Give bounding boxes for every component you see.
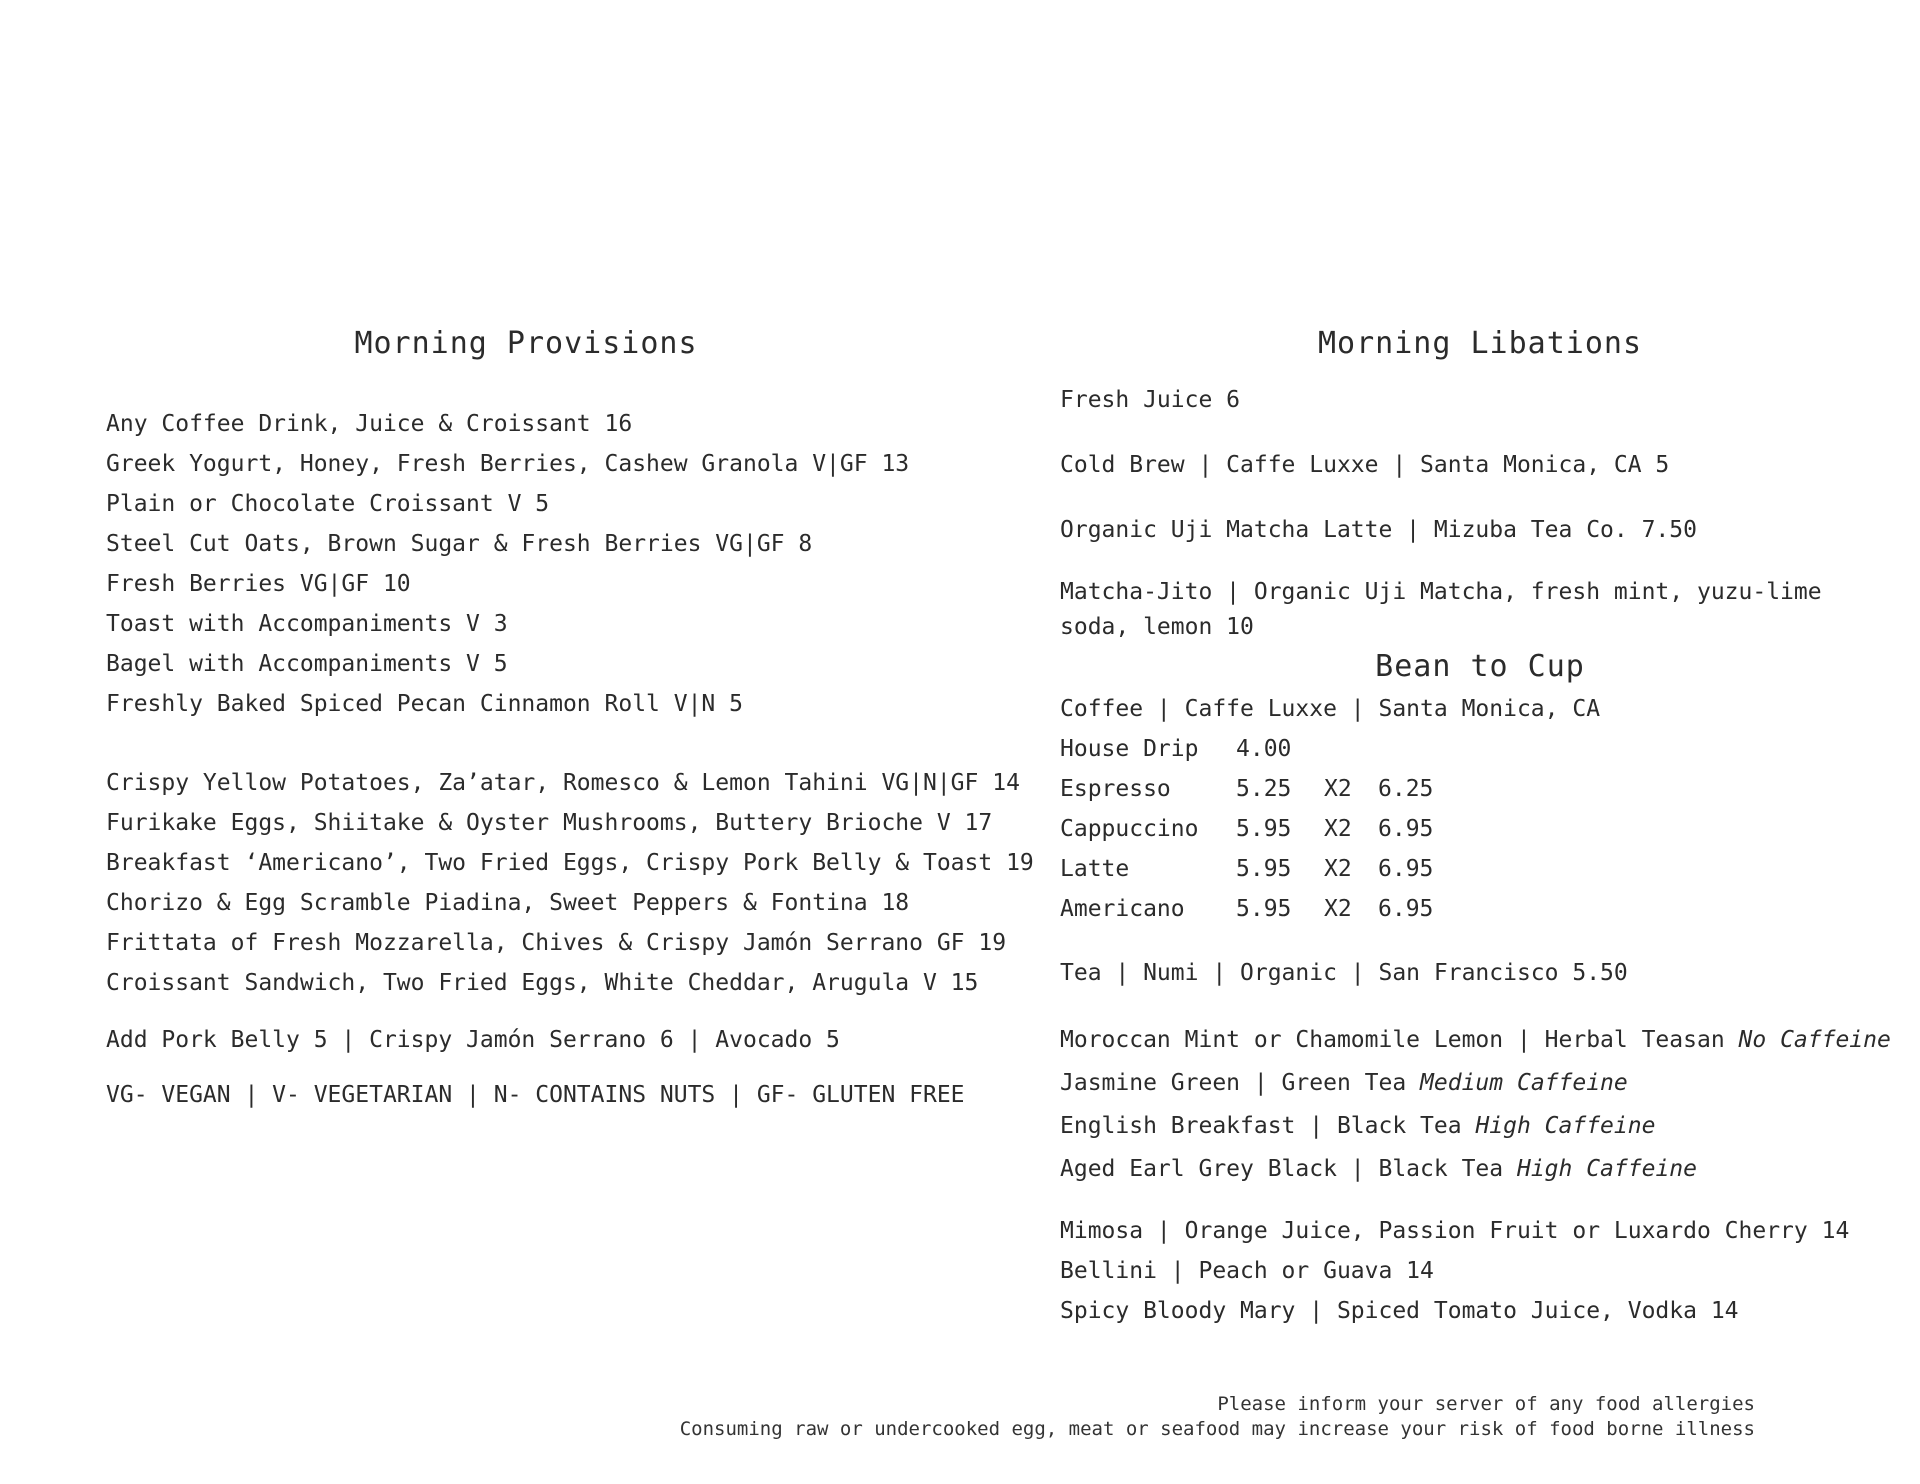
menu-item: Greek Yogurt, Honey, Fresh Berries, Cashew Granola V|GF 13 xyxy=(106,451,910,477)
tea-item xyxy=(1060,1062,1880,1105)
tea-heading-group xyxy=(1060,953,1880,993)
morning-provisions-column xyxy=(106,322,1046,1115)
provisions-group-2 xyxy=(106,763,1046,1003)
morning-libations-title: Morning Libations xyxy=(1317,326,1643,361)
cocktail-item: Mimosa | Orange Juice, Passion Fruit or Luxardo Cherry 14 xyxy=(1060,1218,1850,1244)
menu-item: Bagel with Accompaniments V 5 xyxy=(106,651,508,677)
fresh-juice xyxy=(1060,380,1880,420)
menu-item: Fresh Juice 6 xyxy=(1060,387,1241,413)
tea-name: Aged Earl Grey Black | Black Tea xyxy=(1060,1156,1504,1182)
caffeine-level: High Caffeine xyxy=(1475,1113,1656,1139)
menu-item: Furikake Eggs, Shiitake & Oyster Mushrooms, Buttery Brioche V 17 xyxy=(106,810,993,836)
coffee-name: House Drip xyxy=(1060,736,1199,762)
coffee-x2: X2 xyxy=(1324,856,1352,882)
tea-name: Jasmine Green | Green Tea xyxy=(1060,1070,1407,1096)
coffee-price: 5.25 xyxy=(1236,776,1292,802)
menu-item: Fresh Berries VG|GF 10 xyxy=(106,571,411,597)
tea-list xyxy=(1060,1019,1891,1191)
coffee-row xyxy=(1060,889,1880,929)
tea-item xyxy=(1060,1148,1880,1191)
morning-libations-column xyxy=(1060,322,1891,1331)
coffee-heading: Coffee | Caffe Luxxe | Santa Monica, CA xyxy=(1060,696,1601,722)
coffee-price-x2: 6.95 xyxy=(1378,816,1434,842)
legend-line: VG- VEGAN | V- VEGETARIAN | N- CONTAINS NUTS | GF- GLUTEN FREE xyxy=(106,1082,965,1108)
cocktail-list xyxy=(1060,1211,1880,1331)
coffee-price: 4.00 xyxy=(1236,736,1292,762)
menu-item: Cold Brew | Caffe Luxxe | Santa Monica, CA 5 xyxy=(1060,452,1670,478)
tea-item xyxy=(1060,1019,1891,1062)
coffee-row xyxy=(1060,849,1880,889)
menu-item: Croissant Sandwich, Two Fried Eggs, White Cheddar, Arugula V 15 xyxy=(106,970,979,996)
coffee-x2: X2 xyxy=(1324,896,1352,922)
coffee-row xyxy=(1060,809,1880,849)
menu-item: Any Coffee Drink, Juice & Croissant 16 xyxy=(106,411,633,437)
coffee-x2: X2 xyxy=(1324,816,1352,842)
tea-item xyxy=(1060,1105,1880,1148)
menu-item: Toast with Accompaniments V 3 xyxy=(106,611,508,637)
coffee-price-x2: 6.25 xyxy=(1378,776,1434,802)
cocktail-item: Bellini | Peach or Guava 14 xyxy=(1060,1258,1434,1284)
menu-item: Breakfast ‘Americano’, Two Fried Eggs, Crispy Pork Belly & Toast 19 xyxy=(106,850,1034,876)
coffee-price-x2 xyxy=(1378,729,1458,769)
menu-item: Steel Cut Oats, Brown Sugar & Fresh Berries VG|GF 8 xyxy=(106,531,813,557)
coffee-price: 5.95 xyxy=(1236,816,1292,842)
coffee-name: Cappuccino xyxy=(1060,816,1199,842)
addons-line: Add Pork Belly 5 | Crispy Jamón Serrano 6 | Avocado 5 xyxy=(106,1027,840,1053)
menu-item: Freshly Baked Spiced Pecan Cinnamon Roll V|N 5 xyxy=(106,691,743,717)
menu-item: Frittata of Fresh Mozzarella, Chives & Crispy Jamón Serrano GF 19 xyxy=(106,930,1007,956)
menu-item: Crispy Yellow Potatoes, Za’atar, Romesco & Lemon Tahini VG|N|GF 14 xyxy=(106,770,1020,796)
coffee-name: Espresso xyxy=(1060,776,1171,802)
menu-item: Matcha-Jito | Organic Uji Matcha, fresh mint, yuzu-lime soda, lemon 10 xyxy=(1060,579,1822,640)
coffee-x2: X2 xyxy=(1324,776,1352,802)
caffeine-level: High Caffeine xyxy=(1516,1156,1697,1182)
addons xyxy=(106,1020,1046,1060)
matcha-latte xyxy=(1060,510,1880,550)
coffee-section xyxy=(1060,689,1880,929)
provisions-group-1 xyxy=(106,404,1046,724)
bean-to-cup-title: Bean to Cup xyxy=(1375,649,1585,684)
coffee-name: Americano xyxy=(1060,896,1185,922)
caffeine-level: Medium Caffeine xyxy=(1420,1070,1628,1096)
menu-item: Organic Uji Matcha Latte | Mizuba Tea Co. 7.50 xyxy=(1060,517,1697,543)
coffee-price-x2: 6.95 xyxy=(1378,856,1434,882)
matcha-jito xyxy=(1060,575,1880,645)
coffee-price-x2: 6.95 xyxy=(1378,896,1434,922)
coffee-name: Latte xyxy=(1060,856,1130,882)
caffeine-level: No Caffeine xyxy=(1738,1027,1891,1053)
raw-food-warning: Consuming raw or undercooked egg, meat or seafood may increase your risk of food borne illness xyxy=(679,1418,1755,1440)
menu-item: Plain or Chocolate Croissant V 5 xyxy=(106,491,550,517)
coffee-price: 5.95 xyxy=(1236,856,1292,882)
allergy-line: Please inform your server of any food allergies xyxy=(1217,1393,1755,1415)
morning-provisions-title: Morning Provisions xyxy=(354,326,698,361)
coffee-row xyxy=(1060,769,1880,809)
coffee-x2 xyxy=(1324,729,1378,769)
cold-brew xyxy=(1060,445,1880,485)
tea-heading: Tea | Numi | Organic | San Francisco 5.50 xyxy=(1060,960,1628,986)
dietary-legend xyxy=(106,1075,1046,1115)
coffee-price: 5.95 xyxy=(1236,896,1292,922)
cocktail-item: Spicy Bloody Mary | Spiced Tomato Juice, Vodka 14 xyxy=(1060,1298,1739,1324)
coffee-row xyxy=(1060,729,1880,769)
tea-name: Moroccan Mint or Chamomile Lemon | Herbal Teasan xyxy=(1060,1027,1725,1053)
allergy-notice xyxy=(680,1392,1755,1442)
tea-name: English Breakfast | Black Tea xyxy=(1060,1113,1462,1139)
menu-item: Chorizo & Egg Scramble Piadina, Sweet Peppers & Fontina 18 xyxy=(106,890,910,916)
